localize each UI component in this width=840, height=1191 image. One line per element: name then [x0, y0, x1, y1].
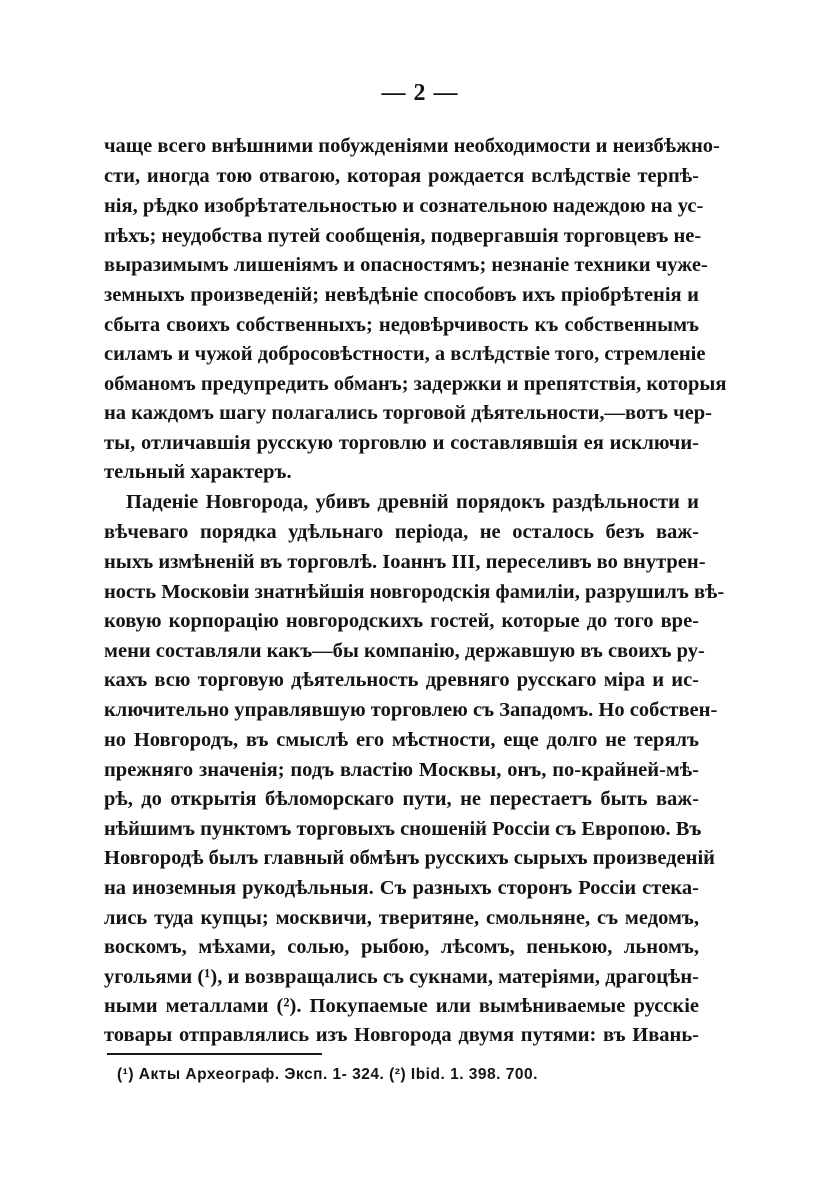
text-line: чаще всего внѣшними побужденіями необходимости и неизбѣжно-	[104, 135, 720, 157]
text-line: на иноземныя рукодѣльныя. Съ разныхъ сторонъ Россіи стека-	[104, 877, 699, 899]
text-line: обманомъ предупредить обманъ; задержки и препятствія, которыя	[104, 373, 727, 395]
text-line: ты, отличавшія русскую торговлю и составлявшія ея исключи-	[104, 432, 699, 454]
text-line: товары отправлялись изъ Новгорода двумя путями: въ Ивань-	[104, 1024, 699, 1046]
text-line: воскомъ, мѣхами, солью, рыбою, лѣсомъ, пенькою, льномъ,	[104, 936, 699, 958]
footnote-divider	[107, 1053, 322, 1055]
text-line: рѣ, до открытія бѣломорскаго пути, не перестаетъ быть важ-	[104, 788, 699, 810]
footnote: (¹) Акты Археограф. Эксп. 1- 324. (²) Ibid. 1. 398. 700.	[117, 1066, 538, 1083]
text-line: ность Московіи знатнѣйшія новгородскія фамиліи, разрушилъ вѣ-	[104, 581, 725, 603]
text-line: пѣхъ; неудобства путей сообщенія, подвергавшія торговцевъ не-	[104, 225, 702, 247]
text-line: угольями (¹), и возвращались съ сукнами, матеріями, драгоцѣн-	[104, 966, 699, 988]
text-line: мени составляли какъ—бы компанію, державшую въ своихъ ру-	[104, 640, 705, 662]
text-line: нѣйшимъ пунктомъ торговыхъ сношеній Россіи съ Европою. Въ	[104, 818, 702, 840]
text-line: ключительно управлявшую торговлею съ Западомъ. Но собствен-	[104, 699, 718, 721]
text-line: ковую корпорацію новгородскихъ гостей, которые до того вре-	[104, 610, 699, 632]
text-line: ными металлами (²). Покупаемые или вымѣниваемые русскіе	[104, 995, 699, 1017]
text-line: ныхъ измѣненій въ торговлѣ. Іоаннъ III, переселивъ во внутрен-	[104, 551, 706, 573]
text-line: но Новгородъ, въ смыслѣ его мѣстности, еще долго не терялъ	[104, 729, 699, 751]
text-line: тельный характеръ.	[104, 461, 292, 483]
text-line: лись туда купцы; москвичи, тверитяне, смольняне, съ медомъ,	[104, 907, 699, 929]
text-line: сбыта своихъ собственныхъ; недовѣрчивость къ собственнымъ	[104, 314, 699, 336]
text-line: кахъ всю торговую дѣятельность древняго русскаго міра и ис-	[104, 669, 699, 691]
text-line: на каждомъ шагу полагались торговой дѣятельности,—вотъ чер-	[104, 402, 712, 424]
page-number: — 2 —	[381, 80, 459, 106]
text-line: сти, иногда тою отвагою, которая рождается вслѣдствіе терпѣ-	[104, 165, 699, 187]
text-line: Новгородѣ былъ главный обмѣнъ русскихъ сырыхъ произведеній	[104, 847, 715, 869]
text-line: земныхъ произведеній; невѣдѣніе способовъ ихъ пріобрѣтенія и	[104, 284, 699, 306]
text-line: Паденіе Новгорода, убивъ древній порядокъ раздѣльности и	[126, 491, 699, 513]
text-line: прежняго значенія; подъ властію Москвы, онъ, по-крайней-мѣ-	[104, 759, 699, 781]
text-line: нія, рѣдко изобрѣтательностью и сознательною надеждою на ус-	[104, 195, 704, 217]
text-line: силамъ и чужой добросовѣстности, а вслѣдствіе того, стремленіе	[104, 343, 706, 365]
text-line: вѣчеваго порядка удѣльнаго періода, не осталось безъ важ-	[104, 521, 699, 543]
text-line: выразимымъ лишеніямъ и опасностямъ; незнаніе техники чуже-	[104, 254, 708, 276]
